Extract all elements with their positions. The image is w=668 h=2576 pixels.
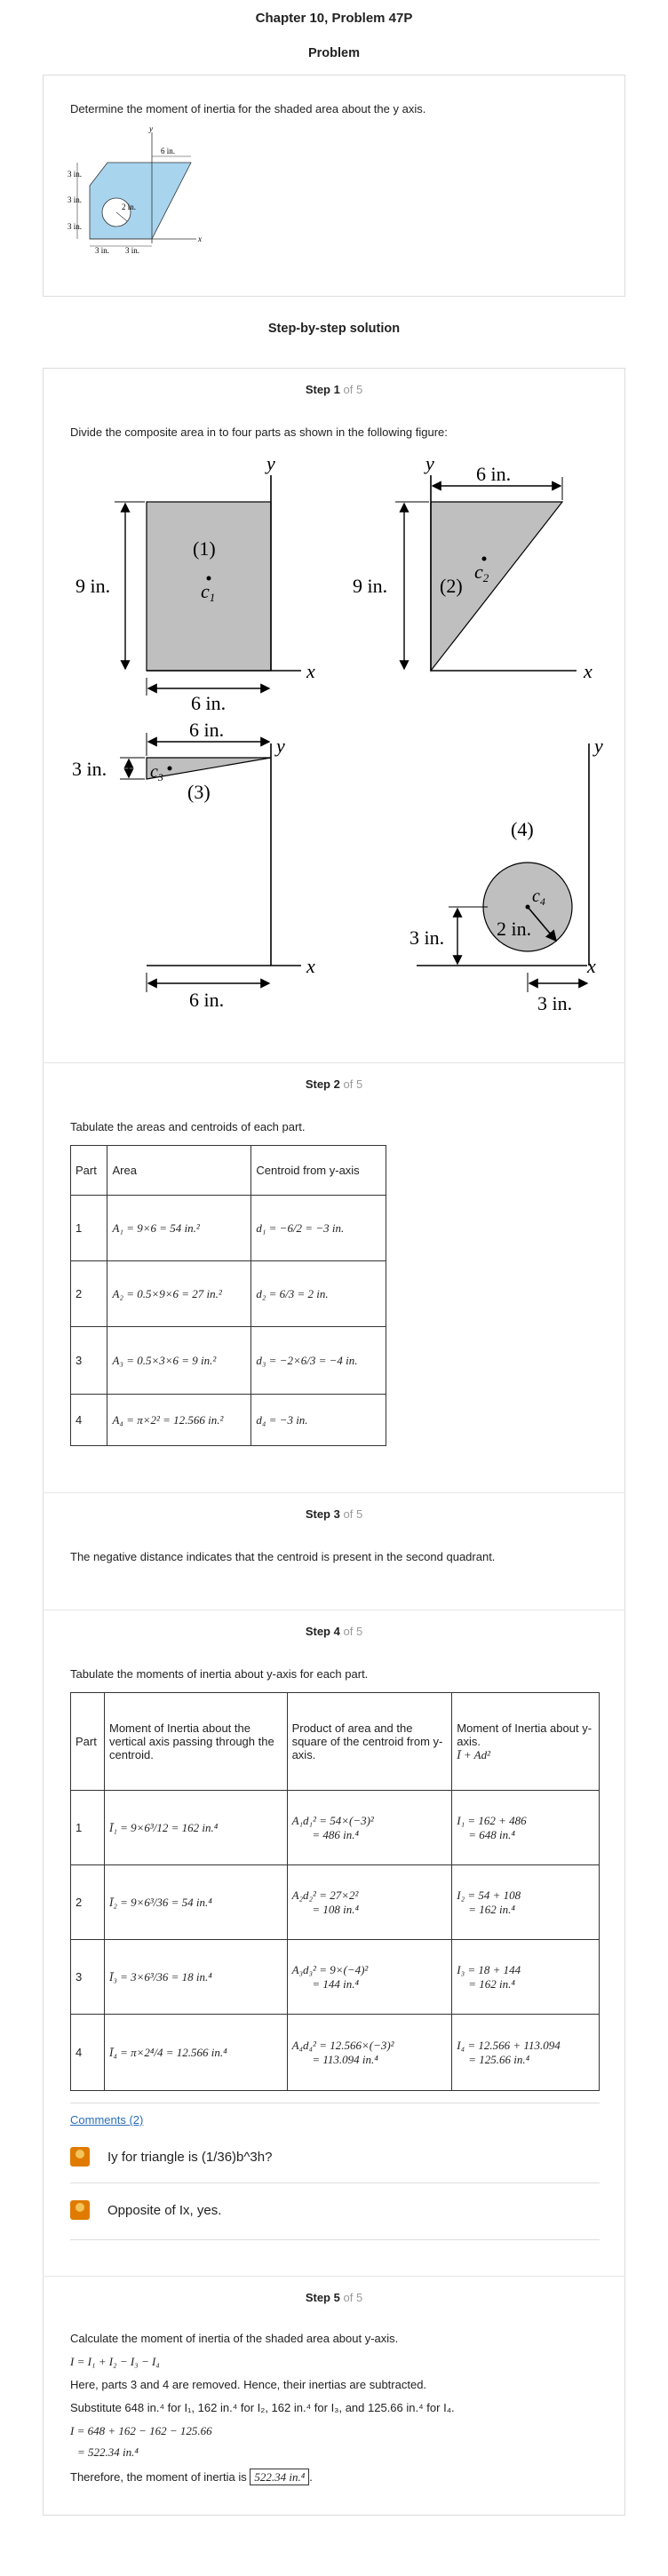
svg-text:x: x (584, 660, 592, 682)
comment-item (70, 2147, 600, 2167)
comment-text: Iy for triangle is (1/36)b^3h? (107, 2149, 273, 2165)
svg-text:y: y (149, 124, 153, 133)
svg-text:y: y (276, 735, 285, 757)
shaded-area (90, 163, 191, 239)
svg-text:y: y (594, 735, 603, 757)
step-5-equation-2: I = 648 + 162 − 162 − 125.66 (70, 2424, 212, 2437)
table-row: 2 A₂ = 0.5×9×6 = 27 in.² d₂ = 6/3 = 2 in. (71, 1261, 386, 1327)
inertia-table (70, 1692, 600, 2091)
svg-text:(2): (2) (440, 575, 463, 597)
svg-text:3 in.: 3 in. (537, 992, 573, 1014)
table-row: 1 A₁ = 9×6 = 54 in.² d₁ = −6/2 = −3 in. (71, 1196, 386, 1261)
step-5-line-3: Substitute 648 in.⁴ for I₁, 162 in.⁴ for I₂, 162 in.⁴ for I₃, and 125.66 in.⁴ for I₄. (70, 2401, 455, 2414)
step-1-figure (44, 450, 603, 1054)
table-row: 4 Ī₄ = π×2⁴/4 = 12.566 in.⁴ A₄d₄² = 12.566×(−3)² = 113.094 in.⁴ I₄ = 12.566 + 113.094 = 125.66 in.⁴ (71, 2015, 600, 2091)
svg-text:3 in.: 3 in. (68, 222, 83, 231)
step-2-card (43, 1062, 625, 1492)
divider (70, 2239, 600, 2240)
svg-text:9 in.: 9 in. (76, 575, 111, 597)
col-area: Area (107, 1146, 251, 1196)
solution-heading: Step-by-step solution (267, 322, 401, 336)
page-title: Chapter 10, Problem 47P (255, 11, 413, 26)
part-4-figure (410, 735, 603, 1014)
step-5-equation-1: I = I₁ + I₂ − I₃ − I₄ (70, 2355, 160, 2368)
svg-text:2 in.: 2 in. (122, 203, 137, 211)
step-2-heading: Step 2 of 5 (305, 1077, 363, 1091)
svg-text:x: x (587, 955, 596, 977)
step-5-conclusion: Therefore, the moment of inertia is 522.34 in.⁴ . (70, 2470, 313, 2484)
step-4-card (43, 1610, 625, 2276)
table-header-row: Part Moment of Inertia about the vertical axis passing through the centroid. Product of area and the square of the centroid from y-axis. Moment of Inertia about y-axis. Ī + Ad² (71, 1693, 600, 1791)
problem-figure (63, 123, 241, 255)
comment-text: Opposite of Ix, yes. (107, 2202, 222, 2218)
svg-text:c4: $c_4$ (532, 886, 545, 908)
step-2-text: Tabulate the areas and centroids of each part. (70, 1120, 306, 1133)
svg-text:3 in.: 3 in. (95, 246, 110, 255)
step-5-line-1: Calculate the moment of inertia of the shaded area about y-axis. (70, 2332, 399, 2345)
svg-text:3 in.: 3 in. (410, 926, 445, 949)
comments-link[interactable]: Comments (2) (70, 2113, 144, 2127)
svg-text:3 in.: 3 in. (125, 246, 140, 255)
part-3-triangle (147, 758, 271, 779)
table-row: 3 Ī₃ = 3×6³/36 = 18 in.⁴ A₃d₃² = 9×(−4)² = 144 in.⁴ I₃ = 18 + 144 = 162 in.⁴ (71, 1940, 600, 2015)
svg-text:3 in.: 3 in. (72, 758, 107, 780)
col-centroid: Centroid from y-axis (251, 1146, 386, 1196)
svg-text:6 in.: 6 in. (189, 719, 225, 741)
table-row: 1 Ī₁ = 9×6³/12 = 162 in.⁴ A₁d₁² = 54×(−3)² = 486 in.⁴ I₁ = 162 + 486 = 648 in.⁴ (71, 1791, 600, 1865)
table-row: 2 Ī₂ = 9×6³/36 = 54 in.⁴ A₂d₂² = 27×2² = 108 in.⁴ I₂ = 54 + 108 = 162 in.⁴ (71, 1865, 600, 1940)
svg-text:y: y (425, 452, 434, 474)
svg-text:c3: $c_3$ (150, 762, 163, 783)
step-5-line-2: Here, parts 3 and 4 are removed. Hence, their inertias are subtracted. (70, 2378, 427, 2391)
svg-text:x: x (306, 660, 315, 682)
table-row: 4 A₄ = π×2² = 12.566 in.² d₄ = −3 in. (71, 1395, 386, 1446)
step-3-card (43, 1492, 625, 1610)
svg-text:x: x (306, 955, 315, 977)
step-1-card (43, 368, 625, 1062)
table-row: 3 A₃ = 0.5×3×6 = 9 in.² d₃ = −2×6/3 = −4 in. (71, 1327, 386, 1395)
col-part: Part (71, 1146, 107, 1196)
avatar (70, 2200, 90, 2220)
svg-text:6 in.: 6 in. (191, 692, 227, 714)
divider (70, 2182, 600, 2183)
step-1-heading: Step 1 of 5 (305, 383, 363, 396)
svg-text:6 in.: 6 in. (189, 989, 225, 1011)
step-3-text: The negative distance indicates that the centroid is present in the second quadrant. (70, 1550, 496, 1563)
svg-text:(1): (1) (193, 537, 216, 560)
svg-text:c1: c1 (201, 580, 216, 604)
step-3-heading: Step 3 of 5 (305, 1507, 363, 1521)
step-5-equation-3: = 522.34 in.⁴ (77, 2445, 139, 2459)
svg-text:3 in.: 3 in. (68, 170, 83, 179)
step-5-heading: Step 5 of 5 (305, 2291, 363, 2304)
comment-item (70, 2200, 600, 2220)
part-1-figure (76, 452, 315, 714)
svg-text:2 in.: 2 in. (497, 918, 532, 940)
svg-text:(4): (4) (511, 818, 534, 840)
table-header-row (71, 1146, 386, 1196)
svg-text:3 in.: 3 in. (68, 195, 83, 204)
avatar (70, 2147, 90, 2167)
part-3-figure (72, 719, 315, 1011)
problem-card (43, 75, 625, 297)
svg-text:(3): (3) (187, 781, 211, 803)
svg-text:6 in.: 6 in. (476, 463, 512, 485)
step-4-text: Tabulate the moments of inertia about y-axis for each part. (70, 1667, 369, 1681)
svg-text:6 in.: 6 in. (161, 147, 176, 155)
svg-text:x: x (198, 235, 202, 243)
step-1-text: Divide the composite area in to four parts as shown in the following figure: (70, 425, 448, 439)
svg-text:c2: c2 (474, 561, 489, 584)
areas-table (70, 1145, 386, 1446)
part-2-figure (353, 452, 592, 682)
problem-heading: Problem (307, 46, 360, 60)
step-4-heading: Step 4 of 5 (305, 1625, 363, 1638)
answer-box: 522.34 in.⁴ (250, 2469, 309, 2485)
svg-text:y: y (266, 452, 275, 474)
problem-text: Determine the moment of inertia for the shaded area about the y axis. (70, 102, 426, 115)
step-5-card (43, 2276, 625, 2516)
svg-text:9 in.: 9 in. (353, 575, 388, 597)
